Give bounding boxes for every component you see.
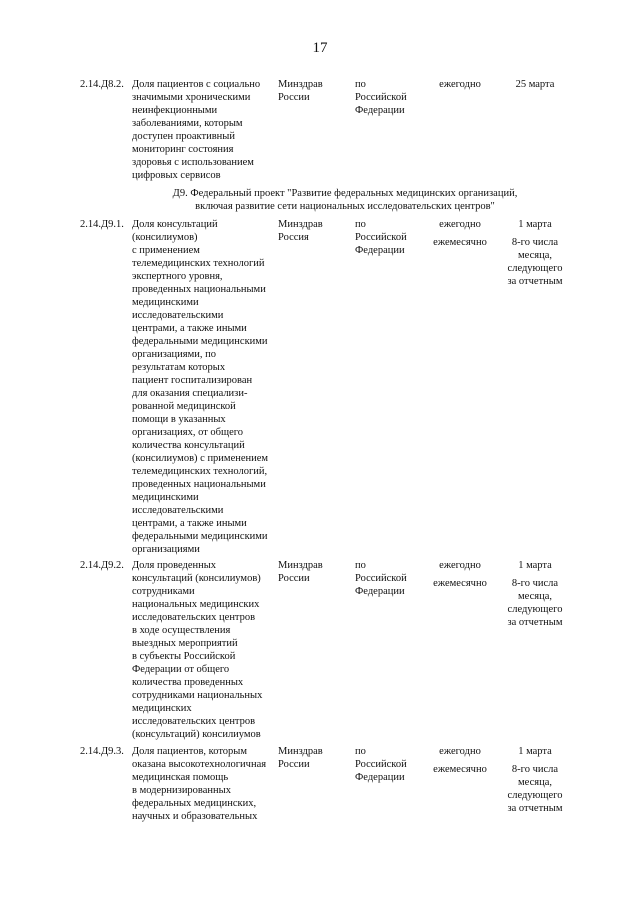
row-deadline-monthly: 8-го числа месяца, следующего за отчетным <box>507 237 563 287</box>
row-deadline-annual: 1 марта <box>518 560 552 571</box>
row-territory: по Российской Федерации <box>355 746 407 783</box>
row-description: Доля пациентов с социально значимыми хроническими неинфекционными заболеваниями, которым доступен проактивный мониторинг состояния здоровья с использованием цифровых сервисов <box>132 79 261 181</box>
row-code: 2.14.Д8.2. <box>80 79 124 90</box>
row-deadline-monthly: 8-го числа месяца, следующего за отчетным <box>507 764 563 814</box>
row-period-monthly: ежемесячно <box>433 578 487 589</box>
row-organization: Минздрав России <box>278 746 323 770</box>
row-deadline: 25 марта <box>515 79 555 90</box>
row-deadline-annual: 1 марта <box>518 746 552 757</box>
row-code: 2.14.Д9.2. <box>80 560 124 571</box>
page-number: 17 <box>312 40 328 56</box>
row-deadline-annual: 1 марта <box>518 219 552 230</box>
row-period-annual: ежегодно <box>439 746 481 757</box>
row-period-annual: ежегодно <box>439 560 481 571</box>
row-code: 2.14.Д9.3. <box>80 746 124 757</box>
section-heading: Д9. Федеральный проект "Развитие федеральных медицинских организаций, включая развитие сети национальных исследовательских центров" <box>172 188 518 212</box>
row-deadline-monthly: 8-го числа месяца, следующего за отчетным <box>507 578 563 628</box>
row-territory: по Российской Федерации <box>355 79 407 116</box>
row-code: 2.14.Д9.1. <box>80 219 124 230</box>
row-period-monthly: ежемесячно <box>433 764 487 775</box>
row-description: Доля проведенных консультаций (консилиумов) сотрудниками национальных медицинских исследовательских центров в ходе осуществления выездных мероприятий в субъекты Российской Федерации от общего количества проведенных сотрудниками национальных медицинских исследовательских центров (консультаций) консилиумов <box>132 560 263 740</box>
row-period-monthly: ежемесячно <box>433 237 487 248</box>
row-territory: по Российской Федерации <box>355 219 407 256</box>
row-description: Доля консультаций (консилиумов) с применением телемедицинских технологий экспертного уровня, проведенных национальными медицинскими исследовательскими центрами, а также иными федеральными медицинскими организациями, по результатам которых пациент госпитализирован для оказания специализи- рованной медицинской помощи в указанных организациях, от общего количества консультаций (консилиумов) с применением телемедицинских технологий, проведенных национальными медицинскими исследовательскими центрами, а также иными федеральными медицинскими организациями <box>132 219 269 555</box>
row-territory: по Российской Федерации <box>355 560 407 597</box>
row-organization: Минздрав России <box>278 560 323 584</box>
row-description: Доля пациентов, которым оказана высокотехнологичная медицинская помощь в модернизированных федеральных медицинских, научных и образовательных <box>132 746 267 822</box>
row-period-annual: ежегодно <box>439 219 481 230</box>
row-organization: Минздрав России <box>278 79 323 103</box>
row-organization: Минздрав Россия <box>278 219 323 243</box>
row-period: ежегодно <box>439 79 481 90</box>
